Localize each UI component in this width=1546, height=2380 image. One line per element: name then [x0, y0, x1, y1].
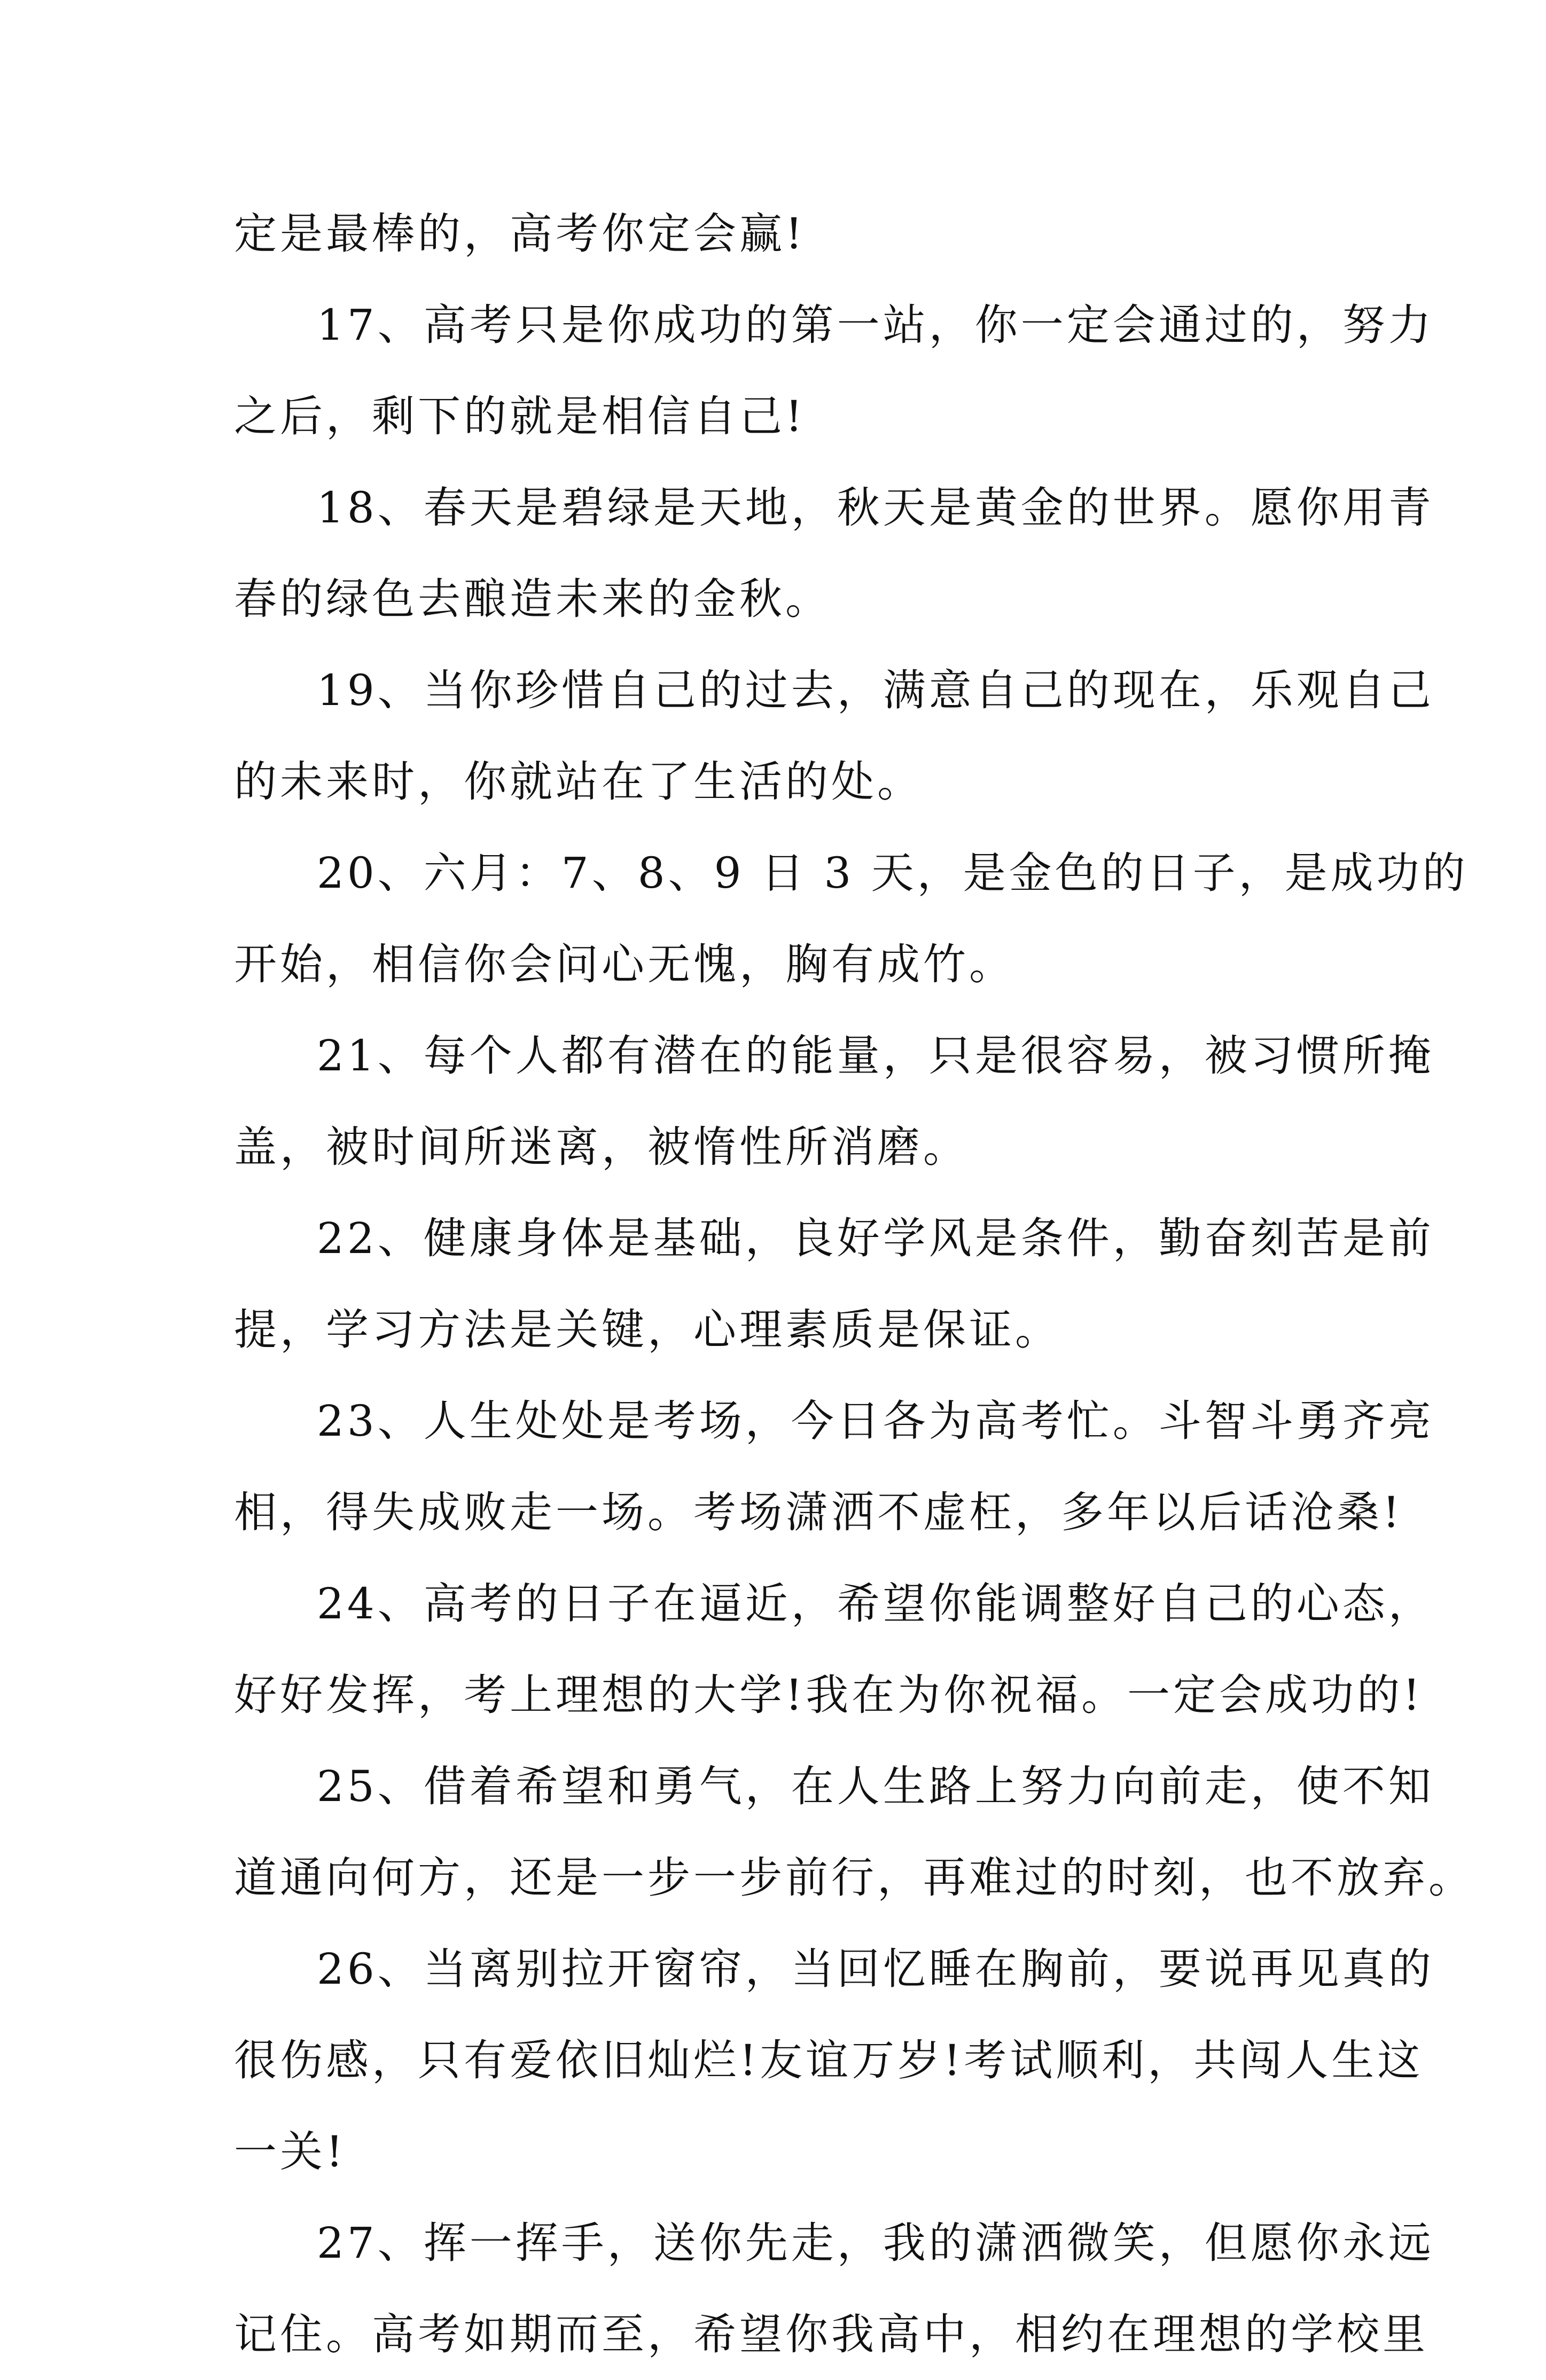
- text-line: 24、高考的日子在逼近，希望你能调整好自己的心态，: [317, 1579, 1434, 1629]
- text-line: 开始，相信你会问心无愧，胸有成竹。: [234, 940, 1015, 989]
- text-line: 的未来时，你就站在了生活的处。: [234, 757, 923, 807]
- text-line: 春的绿色去酿造未来的金秋。: [234, 574, 831, 624]
- text-line: 很伤感，只有爱依旧灿烂!友谊万岁!考试顺利，共闯人生这: [234, 2035, 1424, 2085]
- text-line: 定是最棒的，高考你定会赢!: [234, 209, 806, 259]
- text-line: 相，得失成败走一场。考场潇洒不虚枉，多年以后话沧桑!: [234, 1488, 1403, 1537]
- text-line: 17、高考只是你成功的第一站，你一定会通过的，努力: [317, 300, 1434, 350]
- text-line: 好好发挥，考上理想的大学!我在为你祝福。一定会成功的!: [234, 1670, 1424, 1720]
- text-line: 记住。高考如期而至，希望你我高中，相约在理想的学校里: [234, 2309, 1428, 2359]
- text-line: 26、当离别拉开窗帘，当回忆睡在胸前，要说再见真的: [317, 1944, 1434, 1994]
- text-line: 21、每个人都有潜在的能量，只是很容易，被习惯所掩: [317, 1031, 1434, 1081]
- text-line: 18、春天是碧绿是天地，秋天是黄金的世界。愿你用青: [317, 483, 1434, 533]
- text-line: 之后，剩下的就是相信自己!: [234, 392, 806, 441]
- text-line: 20、六月：7、8、9 日 3 天，是金色的日子，是成功的: [317, 848, 1469, 898]
- text-line: 27、挥一挥手，送你先走，我的潇洒微笑，但愿你永远: [317, 2218, 1434, 2268]
- text-line: 23、人生处处是考场，今日各为高考忙。斗智斗勇齐亮: [317, 1396, 1434, 1446]
- body-text: [234, 188, 1474, 2380]
- text-line: 一关!: [234, 2127, 347, 2177]
- text-line: 19、当你珍惜自己的过去，满意自己的现在，乐观自己: [317, 666, 1434, 715]
- text-line: 22、健康身体是基础，良好学风是条件，勤奋刻苦是前: [317, 1214, 1434, 1263]
- text-line: 提，学习方法是关键，心理素质是保证。: [234, 1305, 1061, 1355]
- text-line: 道通向何方，还是一步一步前行，再难过的时刻，也不放弃。: [234, 1853, 1474, 1903]
- text-line: 盖，被时间所迷离，被惰性所消磨。: [234, 1122, 969, 1172]
- text-line: 25、借着希望和勇气，在人生路上努力向前走，使不知: [317, 1761, 1434, 1811]
